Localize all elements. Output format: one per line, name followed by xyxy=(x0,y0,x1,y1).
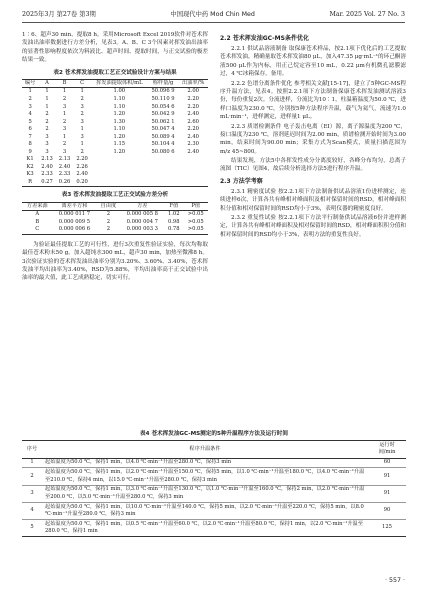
table-cell: 90 xyxy=(383,507,391,514)
table-cell: C xyxy=(35,226,40,233)
table-cell xyxy=(91,171,148,179)
table-cell: 1.10 xyxy=(113,103,126,110)
table-row xyxy=(22,119,208,127)
table-cell: 3 xyxy=(28,103,32,110)
variance-analysis-table xyxy=(22,202,208,235)
table-cell: 1 xyxy=(62,88,67,95)
table-cell: 1.10 xyxy=(113,96,126,103)
table-cell: 2 xyxy=(106,218,111,225)
table-cell: 1.20 xyxy=(113,133,126,140)
running-header xyxy=(22,8,405,23)
table-cell: 125 xyxy=(382,524,392,531)
table-cell: 1.30 xyxy=(113,118,126,125)
paragraph-2-2-1: 2.2.1 供试品溶液制备 取保康苍术样品，按2.1项下优化后的工艺提取苍术挥发油，精确量取苍术挥发油80 μL，加入47.35 μg·mL⁻¹的环己酮溶液500 μL作为内标，用正己烷定容至10 mL，0.22 μm有机微孔滤膜滤过，4 ℃冰箱保存，备用。 xyxy=(220,46,406,78)
table-cell: 4 xyxy=(28,111,32,118)
table-cell: 3 xyxy=(62,126,67,133)
column-header: B xyxy=(62,79,67,86)
column-header: F值 xyxy=(169,202,179,209)
table-cell: 2.20 xyxy=(187,126,199,133)
header-issue: 2025年3月 第27卷 第3期 xyxy=(22,11,96,19)
table-cell: 2.30 xyxy=(187,141,199,148)
table-cell: 起始温度为50.0 ℃，保持1 min，以4.0 ℃·min⁻¹升温至280.0 ℃，保持3 min xyxy=(45,459,232,466)
table-cell: 5 xyxy=(28,118,32,125)
table-cell: 1.20 xyxy=(113,111,126,118)
table-cell: 91 xyxy=(383,490,391,497)
table-cell: 0.000 009 5 xyxy=(58,218,91,225)
table-cell: 0.78 xyxy=(167,226,180,233)
table-cell: 2.33 xyxy=(58,171,71,178)
table-cell: 9 xyxy=(28,148,32,155)
table-row xyxy=(22,126,208,134)
table-cell: 0.000 003 3 xyxy=(126,226,158,233)
table-cell: 60 xyxy=(383,459,391,466)
table-cell: K3 xyxy=(26,171,34,178)
table-cell: 0.98 xyxy=(167,218,180,225)
table-cell xyxy=(91,164,148,172)
table-row xyxy=(22,179,208,187)
table-cell: 7 xyxy=(28,133,32,140)
table-cell: >0.05 xyxy=(187,218,204,225)
column-header: 称样量/g xyxy=(152,79,174,86)
table-cell: 2 xyxy=(45,118,49,125)
table-cell: 2.13 xyxy=(41,156,53,163)
column-header: 程序升温条件 xyxy=(189,445,221,452)
table-cell: 1 xyxy=(45,88,49,95)
left-column xyxy=(22,31,208,284)
table-cell: K2 xyxy=(26,163,34,170)
table-cell: 4 xyxy=(30,507,34,514)
table-cell: 50.054 6 xyxy=(151,103,175,110)
table-cell: 1 xyxy=(45,96,49,103)
table-cell xyxy=(91,156,148,164)
column-header: 方差来源 xyxy=(26,202,48,209)
table4-block xyxy=(22,426,406,537)
paragraph-2-3-1: 2.3.1 精密度试验 按2.2.1项下方法制备供试品溶液1份进样测定，连续进样6次，计算各共有峰相对峰面积及相对保留时间的RSD，相对峰面积积分值和相对保留时间的RSD均小于3%，表明仪器的精密度良好。 xyxy=(220,188,406,212)
table-cell: 1.02 xyxy=(167,211,180,218)
table-row xyxy=(22,111,208,119)
table-cell: 2 xyxy=(45,126,49,133)
table-row xyxy=(22,226,208,234)
table-row xyxy=(22,468,406,485)
table-cell: 2 xyxy=(80,111,84,118)
table-cell: 起始温度为50.0 ℃，保持1 min，以10.0 ℃·min⁻¹升温至140.0 ℃，保持5 min，以2.0 ℃·min⁻¹升温至220.0 ℃，保持5 min，以8.0 ℃·min⁻¹升温至280.0 ℃，保持3 min xyxy=(45,503,364,517)
table-cell: 2 xyxy=(80,96,84,103)
paragraph-2-3-2: 2.3.2 重复性试验 按2.2.1项下方法平行制备供试品溶液6份并进样测定，计算各共有峰相对峰面积及相对保留时间的RSD，相对峰面积积分值和相对保留时间的RSD均小于3%，表明方法的重复性良好。 xyxy=(220,215,406,238)
table-cell: 2.40 xyxy=(41,163,53,170)
table-cell: 3 xyxy=(62,103,67,110)
table-cell: 2 xyxy=(45,111,49,118)
table-cell: 起始温度为50.0 ℃，保持1 min，以0.5 ℃·min⁻¹升温至60.0 ℃，以2.0 ℃·min⁻¹升温至80.0 ℃，保持1 min，以2.0 ℃·min⁻¹升温至280.0 ℃，保持1 min xyxy=(45,520,363,534)
table-cell: 6 xyxy=(28,126,32,133)
table-cell: 0.000 004 7 xyxy=(126,218,158,225)
table-cell: 2.40 xyxy=(187,111,199,118)
table-cell: 0.20 xyxy=(76,178,88,185)
table-cell: 2 xyxy=(28,96,32,103)
table-cell: 5 xyxy=(30,524,34,531)
table4-caption: 表4 苍术挥发油GC-MS测定的5种升温程序方法及运行时间 xyxy=(140,431,288,437)
table-cell: >0.05 xyxy=(187,226,204,233)
paragraph-2-2-2: 2.2.2 色谱分离条件优化 参考相关文献[15-17]，建立了5种GC-MS程序升温方法，见表4。按照2.2.1项下方法制备保康苍术挥发油测试溶液3份，每份重复2次。分流进样，分流比为10∶1，柱温箱温度为50.0 ℃，进样口温度为230.0 ℃，分别按5种方法程序升温，载气为氦气，流速为1.0 mL·min⁻¹，进样测定，进样量1 μL。 xyxy=(220,80,406,121)
table-cell: 2 xyxy=(30,472,34,479)
table-cell: 1 xyxy=(45,103,49,110)
table-cell: 2 xyxy=(106,211,111,218)
paragraph-optimal-conditions: 1∶6、超声30 min、提取8 h。采用Microsoft Excel 2019软件对苍术挥发油出油率数据进行方差分析，见表3。A、B、C 3个因素对挥发油出油率的显著性影响程度依次为料液比、超声时间、提取时间，与正交试验的极差结果一致。 xyxy=(22,32,208,64)
table-cell: 2.40 xyxy=(58,163,71,170)
table-cell: 1.15 xyxy=(113,141,126,148)
table-cell: 2 xyxy=(62,96,67,103)
table-cell: 50.042 9 xyxy=(151,111,175,118)
table-cell: 2.00 xyxy=(187,88,199,95)
column-header: 自由度 xyxy=(100,202,117,209)
table-row xyxy=(22,149,208,157)
page-number: · 557 · xyxy=(384,577,405,584)
table-cell: 50.104 4 xyxy=(151,141,175,148)
table-cell: 0.000 006 6 xyxy=(58,226,91,233)
table-cell: 50.096 9 xyxy=(151,88,175,95)
column-header: C xyxy=(80,79,85,86)
table-row xyxy=(22,485,406,502)
column-header: 序号 xyxy=(26,445,38,452)
table-cell: 0.000 011 7 xyxy=(58,211,91,218)
table-cell xyxy=(148,164,179,172)
table-cell: 1 xyxy=(30,459,34,466)
column-header: 运行时间/min xyxy=(378,442,396,456)
table-row xyxy=(22,141,208,149)
table-cell: 2 xyxy=(80,148,84,155)
table-row xyxy=(22,96,208,104)
table-cell: 91 xyxy=(383,472,391,479)
table-cell: 2 xyxy=(62,118,67,125)
column-header: 离差平方和 xyxy=(61,202,88,209)
table-cell: 2.40 xyxy=(187,148,199,155)
table-row xyxy=(22,211,208,219)
table3-caption: 表3 苍术挥发油提取工艺正交试验方差分析 xyxy=(61,192,169,199)
table-cell: 2.13 xyxy=(58,156,71,163)
table-cell xyxy=(148,179,179,187)
table-row xyxy=(22,219,208,227)
table-cell: 1 xyxy=(62,111,67,118)
table-cell: 1 xyxy=(28,88,32,95)
table-cell: 3 xyxy=(80,118,84,125)
table-cell: 3 xyxy=(62,148,67,155)
table-cell: 起始温度为50.0 ℃，保持1 min，以3.0 ℃·min⁻¹升温至130.0 ℃，以1.0 ℃·min⁻¹升温至160.0 ℃，保持2 min，以2.0 ℃·min⁻¹升温至200.0 ℃，以5.0 ℃·min⁻¹升温至280.0 ℃，保持3 min xyxy=(45,486,365,500)
section-2-3-heading: 2.3 方法学考察 xyxy=(220,177,263,185)
column-header: A xyxy=(45,79,49,86)
column-header: P值 xyxy=(191,202,201,209)
column-header: 挥发油提取体积/mL xyxy=(96,79,143,86)
table-cell: R xyxy=(28,178,33,185)
table-row xyxy=(22,519,406,536)
column-header: 出油率/% xyxy=(182,79,205,86)
table-cell: 2.20 xyxy=(76,156,88,163)
table-cell: 1 xyxy=(80,141,84,148)
table-row xyxy=(22,502,406,519)
table-cell: 3 xyxy=(45,148,49,155)
table-cell: 起始温度为50.0 ℃，保持1 min，以2.0 ℃·min⁻¹升温至150.0 ℃，保持5 min，以1.0 ℃·min⁻¹升温至180.0 ℃，以4.0 ℃·min⁻¹升温至210.0 ℃，保持4 min，以15.0 ℃·min⁻¹升温至280.0 ℃，保持3 min xyxy=(45,469,365,483)
table-cell: 50.062 1 xyxy=(151,118,175,125)
table-cell: 2.40 xyxy=(187,133,199,140)
table-cell: 3 xyxy=(45,133,49,140)
table-cell: B xyxy=(35,218,40,225)
table-header-row xyxy=(22,79,208,88)
table-cell: 0.26 xyxy=(58,178,71,185)
table-cell: 1.10 xyxy=(113,126,126,133)
table-row xyxy=(22,156,208,164)
section-2-2-heading: 2.2 苍术挥发油GC-MS条件优化 xyxy=(220,35,309,42)
table-row xyxy=(22,458,406,468)
right-column xyxy=(220,31,406,240)
temperature-program-table xyxy=(22,440,406,537)
table-cell: 50.080 6 xyxy=(151,148,175,155)
table-row xyxy=(22,164,208,172)
table-cell: 3 xyxy=(30,490,34,497)
paragraph-result: 结果发现，方法5中各挥发性成分分离度较好，各峰分布均匀，总离子流图（TIC）见图4，故后续分析选择方法5进行程序升温。 xyxy=(220,158,406,173)
column-header: 方差 xyxy=(137,202,148,209)
table-cell: 50.047 4 xyxy=(151,126,175,133)
column-header: 编号 xyxy=(24,79,36,86)
table-header-row xyxy=(22,441,406,458)
header-journal: 中国现代中药 Mod Chin Med xyxy=(170,11,255,19)
table-cell: 1.00 xyxy=(113,88,126,95)
table-cell xyxy=(148,171,179,179)
table-cell: 2.33 xyxy=(41,171,53,178)
table-cell xyxy=(178,164,208,172)
table-cell: >0.05 xyxy=(187,211,204,218)
table-row xyxy=(22,171,208,179)
table-cell: A xyxy=(35,211,40,218)
table-cell: 2.60 xyxy=(187,118,199,125)
paragraph-validation: 为验证最佳提取工艺的可行性，进行3次重复性验证实验，每次均称取最佳苍术粉末50 g，加入超纯水300 mL，超声30 min，加热至微沸8 h。3次验证实验的苍术挥发油出油率分别为3.20%、3.60%、3.40%，苍术挥发油平均出油率为3.40%，RSD为5.88%，平均出油率高于正交试验中出油率的最大值，此工艺成熟稳定，切实可行。 xyxy=(22,241,208,282)
table-cell: 50.110 9 xyxy=(151,96,175,103)
table-cell: 2.20 xyxy=(187,103,199,110)
table-cell xyxy=(178,156,208,164)
table-cell: 2 xyxy=(106,226,111,233)
table-cell: 8 xyxy=(28,141,32,148)
table-cell: 2.26 xyxy=(76,163,88,170)
table-cell: 0.27 xyxy=(41,178,53,185)
table-cell xyxy=(178,179,208,187)
table-cell: 0.000 005 8 xyxy=(126,211,158,218)
table-cell xyxy=(91,179,148,187)
table-cell: 3 xyxy=(80,103,84,110)
table-cell: 3 xyxy=(80,133,84,140)
table-cell: 2 xyxy=(62,141,67,148)
table-cell: 50.089 4 xyxy=(151,133,175,140)
header-volume: Mar. 2025 Vol. 27 No. 3 xyxy=(329,11,405,19)
table-cell: 1.20 xyxy=(113,148,126,155)
table-row xyxy=(22,88,208,96)
table-cell: 2.20 xyxy=(187,96,199,103)
table-header-row xyxy=(22,202,208,211)
table-cell: 1 xyxy=(62,133,67,140)
table-cell: K1 xyxy=(26,156,34,163)
orthogonal-design-table xyxy=(22,79,208,187)
table-cell: 2.40 xyxy=(76,171,88,178)
table-row xyxy=(22,104,208,112)
table-row xyxy=(22,134,208,142)
table-cell xyxy=(178,171,208,179)
table-cell: 1 xyxy=(80,88,84,95)
table-cell: 1 xyxy=(80,126,84,133)
table2-caption: 表2 苍术挥发油提取工艺正交试验设计方案与结果 xyxy=(53,69,177,76)
table-cell: 3 xyxy=(45,141,49,148)
paragraph-2-2-3: 2.2.3 质谱检测条件 电子轰击电离（EI）源，离子源温度为200 ℃，接口温度为230 ℃，溶剂延迟时间为2.00 min，质谱检测开始时间为3.00 min，结束时间为90.00 min；采集方式为Scan模式，质量扫描范围为m/z 45~800。 xyxy=(220,123,406,155)
table-cell xyxy=(148,156,179,164)
